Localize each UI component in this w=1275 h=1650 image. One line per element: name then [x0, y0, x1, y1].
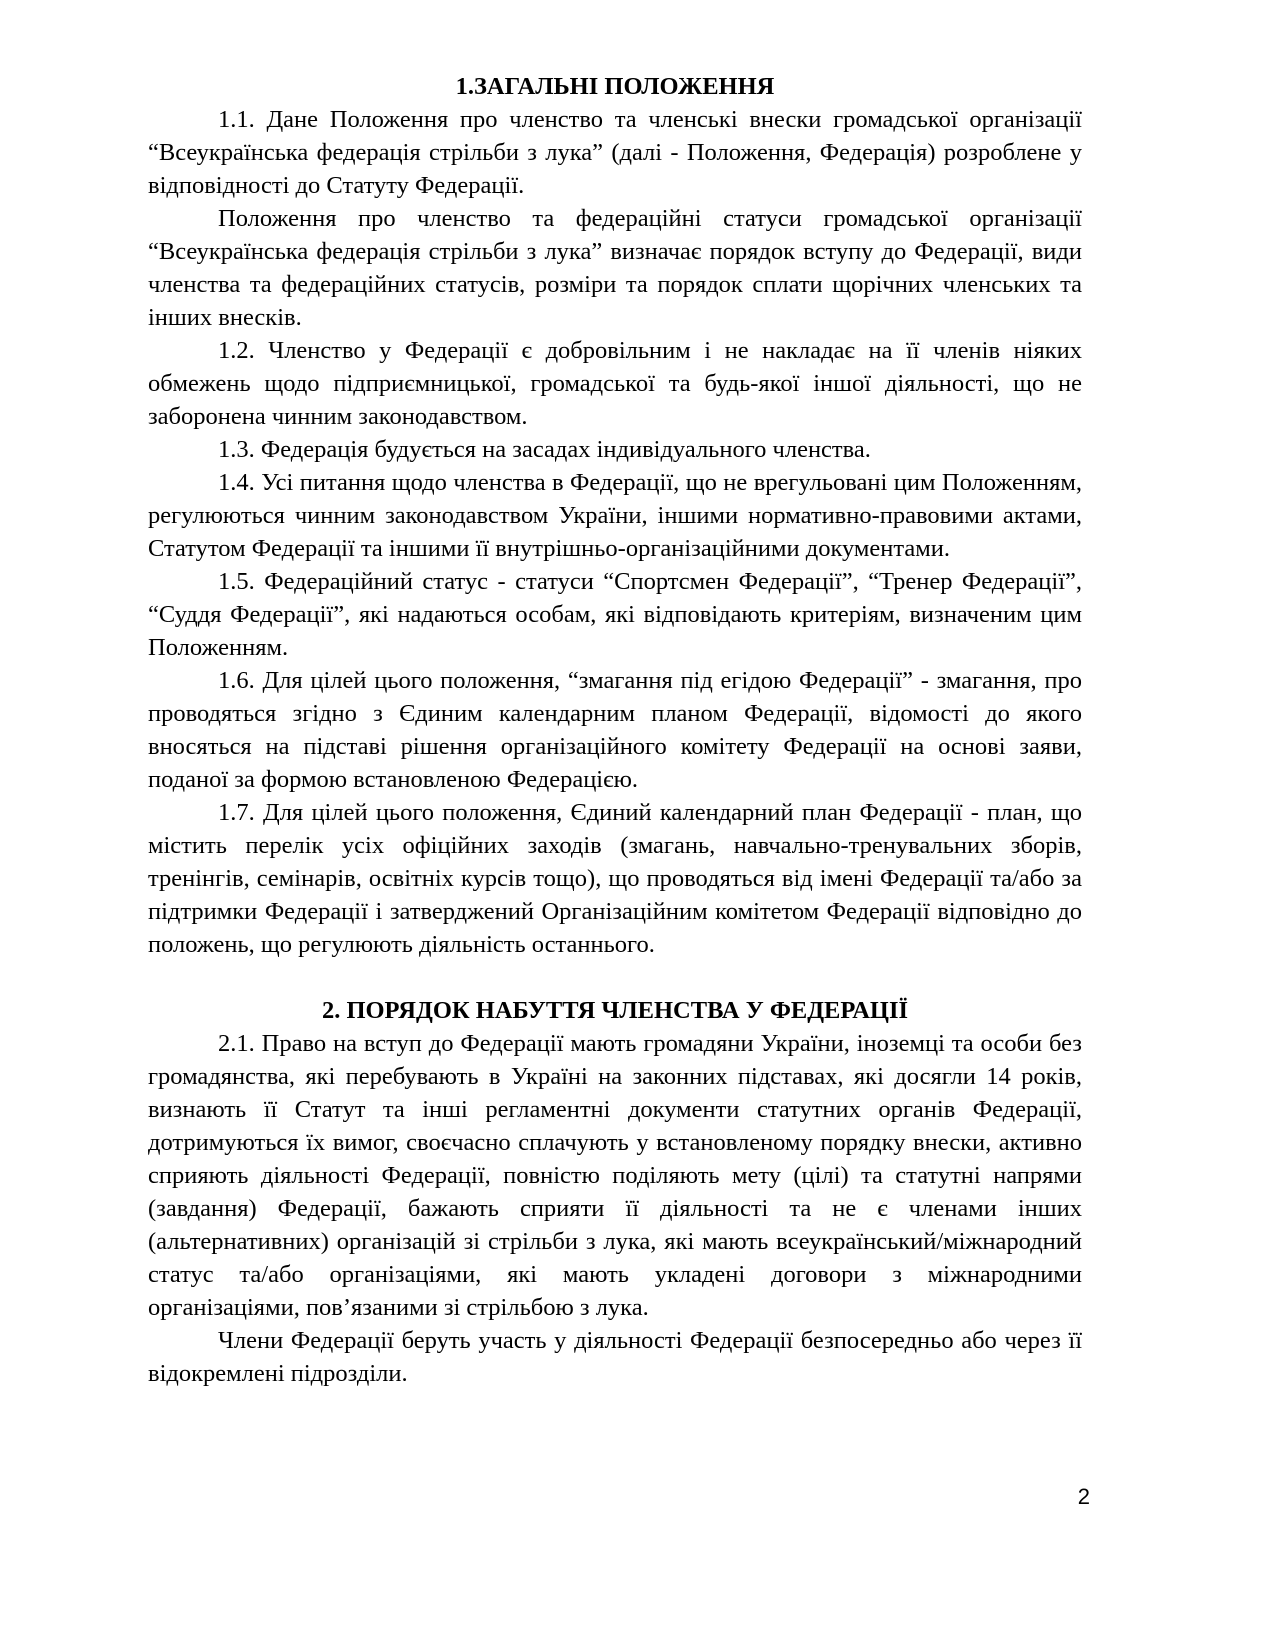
paragraph-1-3: 1.3. Федерація будується на засадах індивідуального членства. [218, 436, 871, 463]
paragraph-1-7: 1.7. Для цілей цього положення, Єдиний календарний план Федерації - план, що містить перелік усіх офіційних заходів (змагань, навчально-тренувальних зборів, тренінгів, семінарів, освітніх курсів тощо), що проводяться від імені Федерації та/або за підтримки Федерації і затверджений Організаційним комітетом Федерації відповідно до положень, що регулюють діяльність останнього. [148, 799, 1082, 958]
page-number: 2 [1077, 1484, 1090, 1509]
paragraph-1-5: 1.5. Федераційний статус - статуси “Спортсмен Федерації”, “Тренер Федерації”, “Суддя Федерації”, які надаються особам, які відповідають критеріям, визначеним цим Положенням. [148, 568, 1082, 661]
section-1-heading: 1.ЗАГАЛЬНІ ПОЛОЖЕННЯ [455, 73, 775, 100]
document-page [148, 70, 1082, 1390]
paragraph-2-1-members: Члени Федерації беруть участь у діяльності Федерації безпосередньо або через її відокремлені підрозділи. [148, 1327, 1082, 1387]
section-2-heading: 2. ПОРЯДОК НАБУТТЯ ЧЛЕНСТВА У ФЕДЕРАЦІЇ [321, 997, 909, 1024]
paragraph-1-6: 1.6. Для цілей цього положення, “змагання під егідою Федерації” - змагання, про проводяться згідно з Єдиним календарним планом Федерації, відомості до якого вносяться на підставі рішення організаційного комітету Федерації на основі заяви, поданої за формою встановленою Федерацією. [148, 667, 1082, 793]
paragraph-1-1-scope: Положення про членство та федераційні статуси громадської організації “Всеукраїнська федерація стрільби з лука” визначає порядок вступу до Федерації, види членства та федераційних статусів, розміри та порядок сплати щорічних членських та інших внесків. [148, 205, 1082, 331]
paragraph-1-2: 1.2. Членство у Федерації є добровільним і не накладає на її членів ніяких обмежень щодо підприємницької, громадської та будь-якої іншої діяльності, що не заборонена чинним законодавством. [148, 337, 1082, 430]
paragraph-1-1: 1.1. Дане Положення про членство та членські внески громадської організації “Всеукраїнська федерація стрільби з лука” (далі - Положення, Федерація) розроблене у відповідності до Статуту Федерації. [148, 106, 1082, 199]
paragraph-2-1: 2.1. Право на вступ до Федерації мають громадяни України, іноземці та особи без громадянства, які перебувають в Україні на законних підставах, які досягли 14 років, визнають її Статут та інші регламентні документи статутних органів Федерації, дотримуються їх вимог, своєчасно сплачують у встановленому порядку внески, активно сприяють діяльності Федерації, повністю поділяють мету (цілі) та статутні напрями (завдання) Федерації, бажають сприяти її діяльності та не є членами інших (альтернативних) організацій зі стрільби з лука, які мають всеукраїнський/міжнародний статус та/або організаціями, які мають укладені договори з міжнародними організаціями, пов’язаними зі стрільбою з лука. [148, 1030, 1082, 1321]
paragraph-1-4: 1.4. Усі питання щодо членства в Федерації, що не врегульовані цим Положенням, регулюються чинним законодавством України, іншими нормативно-правовими актами, Статутом Федерації та іншими її внутрішньо-організаційними документами. [148, 469, 1082, 562]
